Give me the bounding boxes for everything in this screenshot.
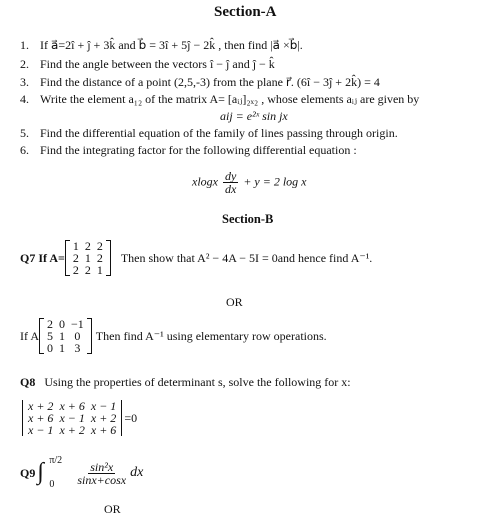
matrix-cell: x − 1 <box>90 399 117 413</box>
equation-lhs: xlogx <box>192 174 218 189</box>
question-7 <box>20 240 372 276</box>
question-number: 4. <box>20 92 29 106</box>
matrix-cell: 1 <box>72 239 79 253</box>
matrix-cell: x − 1 <box>59 411 85 425</box>
section-a-title: Section-A <box>214 4 277 20</box>
question-8 <box>20 375 351 389</box>
question-6 <box>20 143 357 157</box>
matrix-row <box>44 342 87 354</box>
differential: dx <box>130 465 144 480</box>
matrix-cell: x + 2 <box>59 423 85 437</box>
question-number: 2. <box>20 57 29 71</box>
question-label: Q8 <box>20 375 36 389</box>
question-text: Find the differential equation of the family of lines passing through origin. <box>40 126 398 140</box>
or-separator: OR <box>226 295 243 309</box>
or-separator-2: OR <box>104 502 121 516</box>
matrix-cell: x + 2 <box>90 411 117 425</box>
matrix-cell: x + 6 <box>90 423 117 437</box>
matrix-cell: 2 <box>84 239 91 253</box>
question-text: Then show that A² − 4A − 5I = 0and hence find A⁻¹. <box>120 251 373 265</box>
matrix-cell: 2 <box>47 317 53 331</box>
matrix-cell: 2 <box>96 251 103 265</box>
matrix-cell: −1 <box>71 317 84 331</box>
matrix-cell: x − 1 <box>28 423 54 437</box>
fraction-numerator: dy <box>225 169 237 183</box>
fraction-denominator: sinx+cosx <box>77 472 127 487</box>
question-3 <box>20 75 380 89</box>
question-label: Q7 If A= <box>20 251 65 265</box>
question-text: Using the properties of determinant s, solve the following for x: <box>44 375 351 389</box>
question-4-formula: aij = e²ˣ sin jx <box>220 109 288 123</box>
matrix-cell: x + 2 <box>28 399 54 413</box>
matrix-cell: x + 6 <box>28 411 54 425</box>
matrix-row <box>25 424 119 436</box>
matrix-cell: 1 <box>84 251 91 265</box>
question-number: 3. <box>20 75 29 89</box>
question-5 <box>20 126 398 140</box>
matrix-cell: 1 <box>96 263 103 277</box>
question-9 <box>20 456 143 490</box>
question-text: Find the distance of a point (2,5,-3) from the plane r⃗. (6î − 3ĵ + 2k̂) = 4 <box>40 75 380 89</box>
question-text: If a⃗=2î + ĵ + 3k̂ and b⃗ = 3î + 5ĵ − 2k̂ , then find |a⃗ ×b⃗|. <box>40 38 303 52</box>
matrix-cell: 2 <box>72 251 79 265</box>
determinant <box>22 400 122 436</box>
equation-rhs: =0 <box>124 411 138 425</box>
equation-rhs: + y = 2 log x <box>243 174 307 189</box>
question-number: 6. <box>20 143 29 157</box>
question-label: Q9 <box>20 466 36 480</box>
upper-limit: π/2 <box>49 455 63 466</box>
matrix-a <box>65 240 111 276</box>
question-number: 1. <box>20 38 29 52</box>
matrix-cell: 2 <box>84 263 91 277</box>
matrix-cell: 2 <box>96 239 103 253</box>
matrix-cell: 0 <box>47 341 53 355</box>
matrix-cell: 0 <box>59 317 65 331</box>
question-text: Find the integrating factor for the following differential equation : <box>40 143 357 157</box>
fraction-denominator: dx <box>225 182 237 196</box>
question-number: 5. <box>20 126 29 140</box>
determinant-equation <box>22 400 137 436</box>
question-2 <box>20 57 275 71</box>
section-b-title: Section-B <box>222 212 274 226</box>
integrand-fraction <box>75 461 128 486</box>
question-label: If A <box>20 329 39 343</box>
matrix-row <box>70 264 106 276</box>
matrix-a-alt <box>39 318 92 354</box>
matrix-cell: 1 <box>59 329 65 343</box>
question-4 <box>20 92 419 106</box>
matrix-cell: 2 <box>72 263 79 277</box>
lower-limit: 0 <box>49 479 55 490</box>
derivative-fraction <box>223 170 238 195</box>
question-text: Write the element a₁₂ of the matrix A= [aᵢⱼ]₂ₓ₂ , whose elements aᵢⱼ are given by <box>40 92 420 106</box>
question-6-equation <box>192 170 307 195</box>
question-1 <box>20 38 303 52</box>
fraction-numerator: sin²x <box>90 459 114 474</box>
question-7-alternative <box>20 318 327 354</box>
matrix-cell: 3 <box>74 341 81 355</box>
matrix-cell: x + 6 <box>59 399 85 413</box>
matrix-cell: 0 <box>74 329 81 343</box>
question-text: Find the angle between the vectors î − ĵ and ĵ − k̂ <box>40 57 275 71</box>
matrix-cell: 5 <box>47 329 53 343</box>
matrix-cell: 1 <box>59 341 65 355</box>
integral-sign: ∫ π/2 0 <box>37 455 63 490</box>
question-text: Then find A⁻¹ using elementary row operations. <box>95 329 327 343</box>
